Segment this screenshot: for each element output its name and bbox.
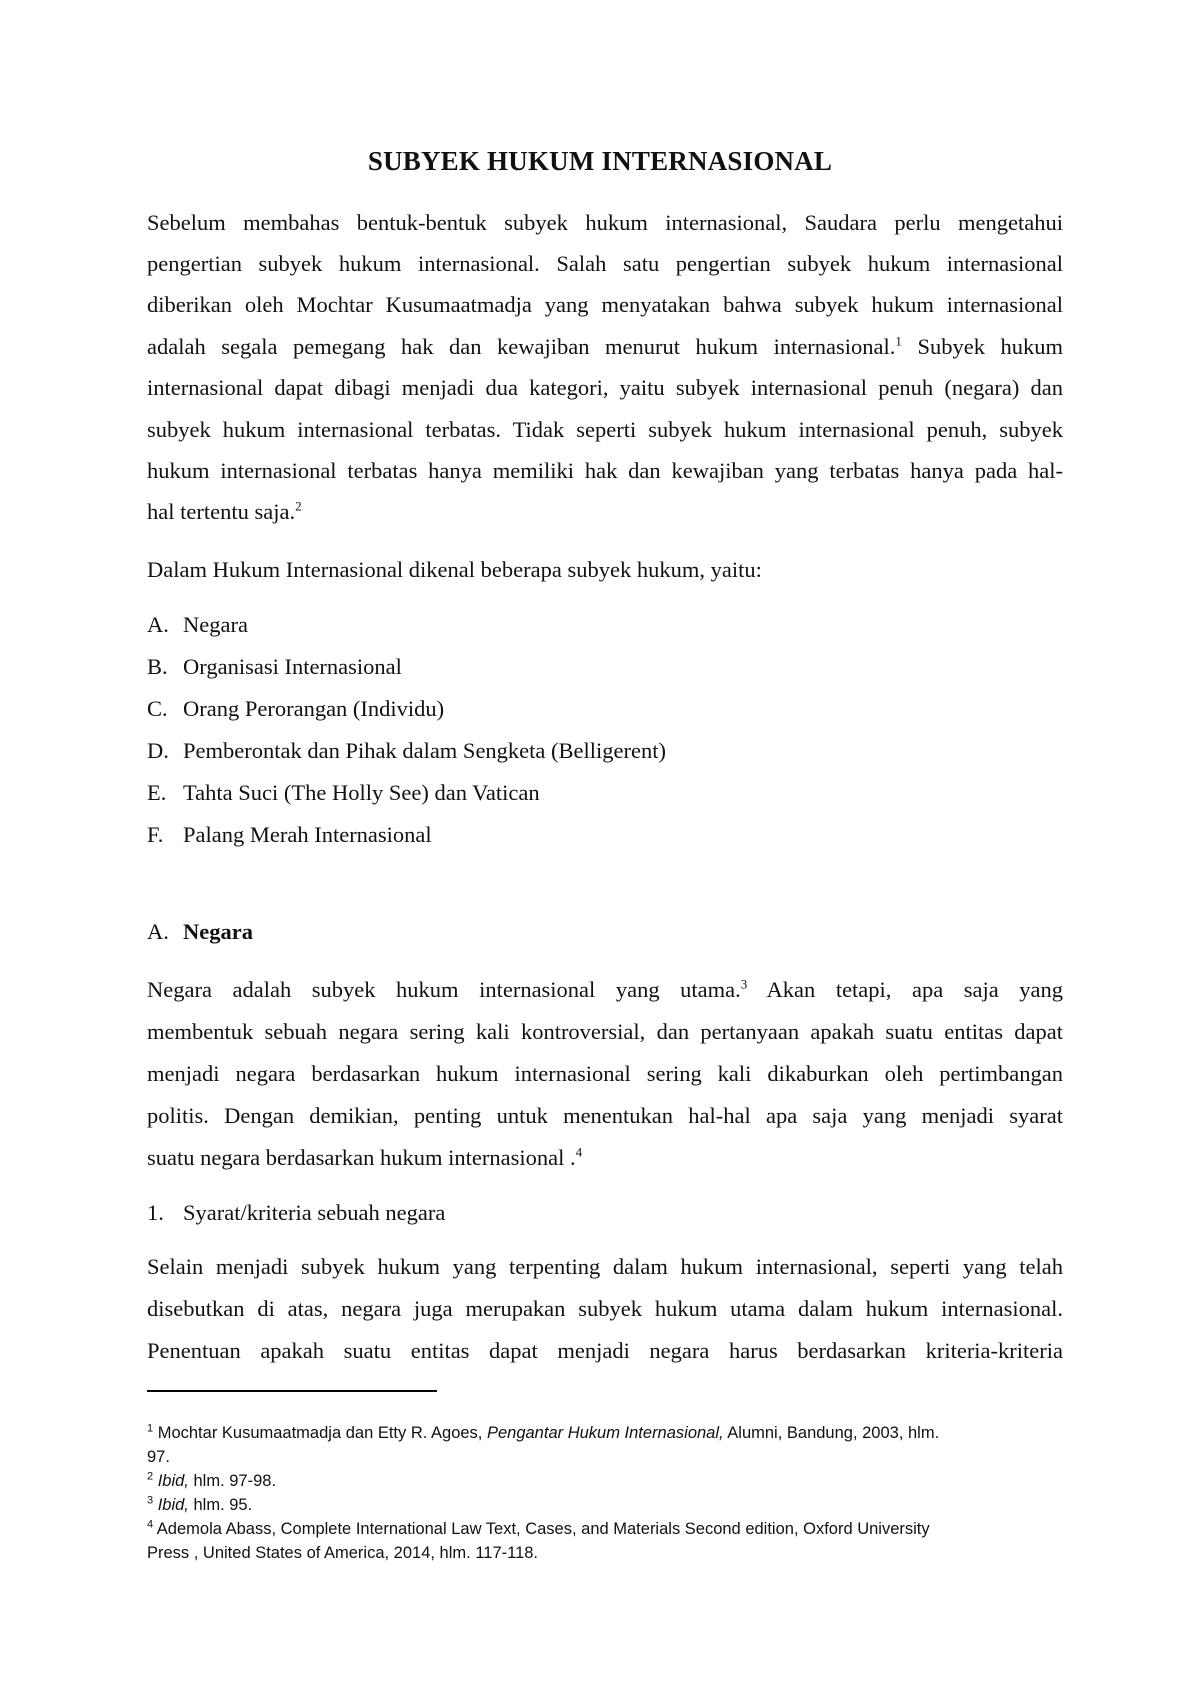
list-marker: A. [147,612,169,637]
footnote-text: hlm. 95. [188,1496,253,1514]
para1-line [147,332,1063,362]
list-item [147,610,248,640]
list-item-text: Negara [183,612,248,637]
list-item-text: Organisasi Internasional [183,654,402,679]
list-item-text: Tahta Suci (The Holly See) dan Vatican [183,780,540,805]
footnote-separator [147,1390,437,1392]
para2-line [147,1143,1063,1173]
para3-line: Selain menjadi subyek hukum yang terpenting dalam hukum internasional, seperti yang telah [147,1254,1063,1279]
footnote-text: Ademola Abass, Complete International Law Text, Cases, and Materials Second edition, Oxford University [153,1520,930,1538]
list-item [147,694,444,724]
para2-text: suatu negara berdasarkan hukum internasional . [147,1145,576,1170]
list-marker: C. [147,696,168,721]
footnote-4 [147,1518,1067,1541]
para2-line: politis. Dengan demikian, penting untuk menentukan hal-hal apa saja yang menjadi syarat [147,1103,1063,1128]
list-item [147,736,666,766]
list-marker: E. [147,780,167,805]
section-heading [147,917,253,947]
footnote-book-title: Pengantar Hukum Internasional, [486,1424,724,1442]
list-intro: Dalam Hukum Internasional dikenal beberapa subyek hukum, yaitu: [147,557,762,582]
subsection-title: Syarat/kriteria sebuah negara [183,1200,446,1225]
section-title: Negara [183,919,253,944]
para1-line: pengertian subyek hukum internasional. Salah satu pengertian subyek hukum internasional [147,251,1063,276]
para1-line: hukum internasional terbatas hanya memiliki hak dan kewajiban yang terbatas hanya pada hal- [147,458,1063,483]
para2-line: menjadi negara berdasarkan hukum internasional sering kali dikaburkan oleh pertimbangan [147,1061,1063,1086]
para1-line: subyek hukum internasional terbatas. Tidak seperti subyek hukum internasional penuh, subyek [147,417,1063,442]
list-item-text: Palang Merah Internasional [183,822,432,847]
para3-line: Penentuan apakah suatu entitas dapat menjadi negara harus berdasarkan kriteria-kriteria [147,1338,1063,1363]
footnote-2 [147,1470,1067,1493]
footnote-3 [147,1494,1067,1517]
footnote-ref[interactable]: 4 [575,1144,583,1160]
list-marker: B. [147,654,168,679]
para2-text: Akan tetapi, apa saja yang [747,977,1063,1002]
para2-line: membentuk sebuah negara sering kali kontroversial, dan pertanyaan apakah suatu entitas dapat [147,1019,1063,1044]
footnote-number: 4 [147,1518,154,1531]
footnote-1 [147,1422,1067,1445]
para1-text: hal tertentu saja. [147,499,296,524]
footnote-number: 2 [147,1470,154,1483]
para1-line: diberikan oleh Mochtar Kusumaatmadja yang menyatakan bahwa subyek hukum internasional [147,292,1063,317]
footnote-ibid: Ibid, [153,1472,189,1490]
footnote-ref[interactable]: 3 [740,976,748,992]
footnote-1-continued: 97. [147,1448,170,1466]
footnote-ref[interactable]: 2 [295,498,302,514]
list-item [147,778,540,808]
list-marker: D. [147,738,169,763]
para3-line: disebutkan di atas, negara juga merupakan subyek hukum utama dalam hukum internasional. [147,1296,1063,1321]
para1-line: internasional dapat dibagi menjadi dua kategori, yaitu subyek internasional penuh (negara) dan [147,375,1063,400]
para1-line [147,497,1063,527]
subsection-heading [147,1198,445,1228]
footnote-text: hlm. 97-98. [188,1472,277,1490]
subsection-marker: 1. [147,1200,164,1225]
para1-text: Subyek hukum [901,334,1063,359]
para1-line: Sebelum membahas bentuk-bentuk subyek hukum internasional, Saudara perlu mengetahui [147,210,1063,235]
list-item [147,652,402,682]
footnote-ref[interactable]: 1 [895,333,902,349]
list-item-text: Orang Perorangan (Individu) [183,696,445,721]
footnote-number: 1 [147,1422,154,1435]
footnote-text: Mochtar Kusumaatmadja dan Etty R. Agoes, [153,1424,487,1442]
para2-text: Negara adalah subyek hukum internasional yang utama. [147,977,741,1002]
footnote-text: Alumni, Bandung, 2003, hlm. [723,1424,940,1442]
section-marker: A. [147,919,169,944]
para2-line [147,975,1063,1005]
list-item-text: Pemberontak dan Pihak dalam Sengketa (Belligerent) [183,738,666,763]
list-item [147,820,432,850]
para1-text: adalah segala pemegang hak dan kewajiban menurut hukum internasional. [147,334,896,359]
page-title: SUBYEK HUKUM INTERNASIONAL [367,146,833,176]
list-marker: F. [147,822,164,847]
footnote-4-continued: Press , United States of America, 2014, hlm. 117-118. [147,1544,539,1562]
footnote-ibid: Ibid, [153,1496,189,1514]
footnote-number: 3 [147,1494,154,1507]
